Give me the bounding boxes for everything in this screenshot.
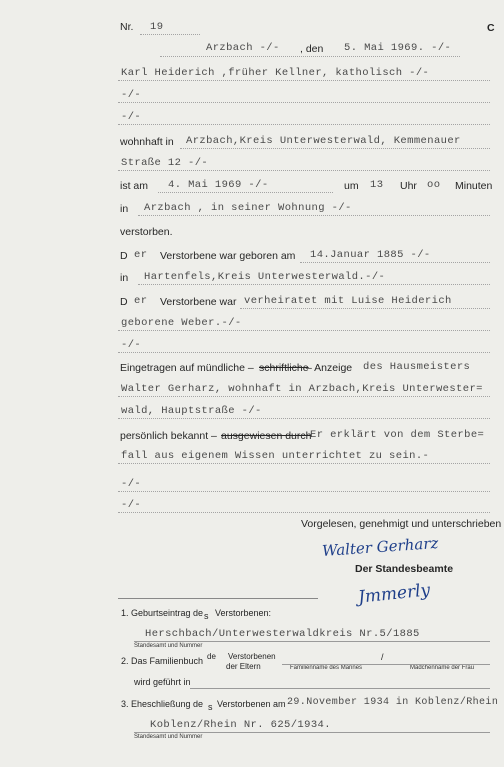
birth-prefix: D [120,250,128,262]
record-number-value: 19 [150,21,164,33]
family-book-label: 2. Das Familienbuch [121,656,204,666]
verstorben-text: verstorben. [120,226,173,238]
dotted-line [180,148,490,149]
birth-entry-label: 1. Geburtseintrag de [121,608,204,618]
underline [282,664,490,665]
dotted-line [138,284,490,285]
record-date: 5. Mai 1969. -/- [344,42,452,54]
date-label: , den [300,43,324,55]
read-approved-signed: Vorgelesen, genehmigt und unterschrieben [301,518,502,530]
dotted-line [118,491,490,492]
underline [134,641,490,642]
death-minutes: oo [427,179,441,191]
underline [134,732,490,733]
registered-label: Eingetragen auf mündliche – [120,362,254,374]
registered-written-struck: schriftliche [259,362,309,374]
wife-maiden-name-caption: Mädchenname der Frau [410,665,475,671]
dotted-line [118,330,490,331]
family-book-slash: / [381,652,384,662]
blank-line-2: -/- [121,111,142,123]
informant-detail: Walter Gerharz, wohnhaft in Arzbach,Kreis Unterwester= [121,383,483,395]
marriage-gender: s [208,702,213,712]
husband-surname-caption: Familienname des Mannes [290,665,363,671]
deceased-name: Karl Heiderich ,früher Kellner, katholisch -/- [121,67,430,79]
married-gender-suffix: er [134,295,148,307]
marriage-tail: Verstorbenen am [217,699,286,709]
residence-street: Straße 12 -/- [121,157,209,169]
blank-line-5: -/- [121,499,142,511]
place-of-record: Arzbach -/- [206,42,280,54]
death-date-label: ist am [120,180,149,192]
dotted-line [300,262,490,263]
dotted-line [240,308,490,309]
registry-number-caption: Standesamt und Nummer [134,643,203,649]
birth-date: 14.Januar 1885 -/- [310,249,431,261]
underline [190,688,490,689]
married-value-cont: geborene Weber.-/- [121,317,242,329]
identified-statement-cont: fall aus eigenem Wissen unterrichtet zu sein.- [121,450,430,462]
kept-in-label: wird geführt in [134,677,191,687]
dotted-line [140,34,200,35]
identified-statement: Er erklärt von dem Sterbe= [310,429,485,441]
marriage-registry: Koblenz/Rhein Nr. 625/1934. [150,719,331,731]
marriage-label: 3. Eheschließung de [121,699,204,709]
married-label: Verstorbene war [160,296,237,308]
registered-report-label: – Anzeige [306,362,353,374]
family-book-deceased: Verstorbenen [228,652,276,661]
registry-number-caption: Standesamt und Nummer [134,734,203,740]
corner-letter: C [487,22,495,34]
minutes-label: Minuten [455,180,493,192]
death-place-label: in [120,203,129,215]
registrar-title: Der Standesbeamte [355,563,454,575]
dotted-line [158,192,333,193]
dotted-line [118,170,490,171]
birth-label: Verstorbene war geboren am [160,250,296,262]
informant-signature: Walter Gerharz [321,533,439,561]
dotted-line [118,463,490,464]
blank-line-3: -/- [121,339,142,351]
registrar-signature: Jmmerly [357,580,432,608]
blank-line-4: -/- [121,478,142,490]
footer-divider [118,598,318,599]
death-hour: 13 [370,179,384,191]
residence-value: Arzbach,Kreis Unterwesterwald, Kemmenauer [186,135,461,147]
birth-entry-gender: s [204,611,209,621]
family-book-de: de [207,652,216,661]
marriage-date-place: 29.November 1934 in Koblenz/Rhein [287,697,499,708]
uhr-label: Uhr [400,180,417,192]
dotted-line [138,215,490,216]
dotted-line [118,352,490,353]
identified-struck: ausgewiesen durch [221,430,312,442]
death-date: 4. Mai 1969 -/- [168,179,269,191]
residence-label: wohnhaft in [120,136,174,148]
record-number-label: Nr. [120,21,134,33]
dotted-line [118,396,490,397]
birth-entry-tail: Verstorbenen: [215,608,272,618]
informant-detail-cont: wald, Hauptstraße -/- [121,405,262,417]
birth-place: Hartenfels,Kreis Unterwesterwald.-/- [144,271,386,283]
birth-entry-value: Herschbach/Unterwesterwaldkreis Nr.5/1885 [145,628,420,640]
identified-label: persönlich bekannt – [120,430,217,442]
blank-line-1: -/- [121,89,142,101]
dotted-line [118,102,490,103]
dotted-line [118,124,490,125]
family-book-parents: der Eltern [226,662,261,671]
birth-place-label: in [120,272,129,284]
dotted-line [118,418,490,419]
dotted-line [160,56,460,57]
hour-label: um [344,180,359,192]
birth-gender-suffix: er [134,249,148,261]
dotted-line [118,512,490,513]
married-prefix: D [120,296,128,308]
death-place: Arzbach , in seiner Wohnung -/- [144,202,352,214]
dotted-line [118,80,490,81]
married-value: verheiratet mit Luise Heiderich [244,295,452,307]
informant-title: des Hausmeisters [363,361,471,373]
